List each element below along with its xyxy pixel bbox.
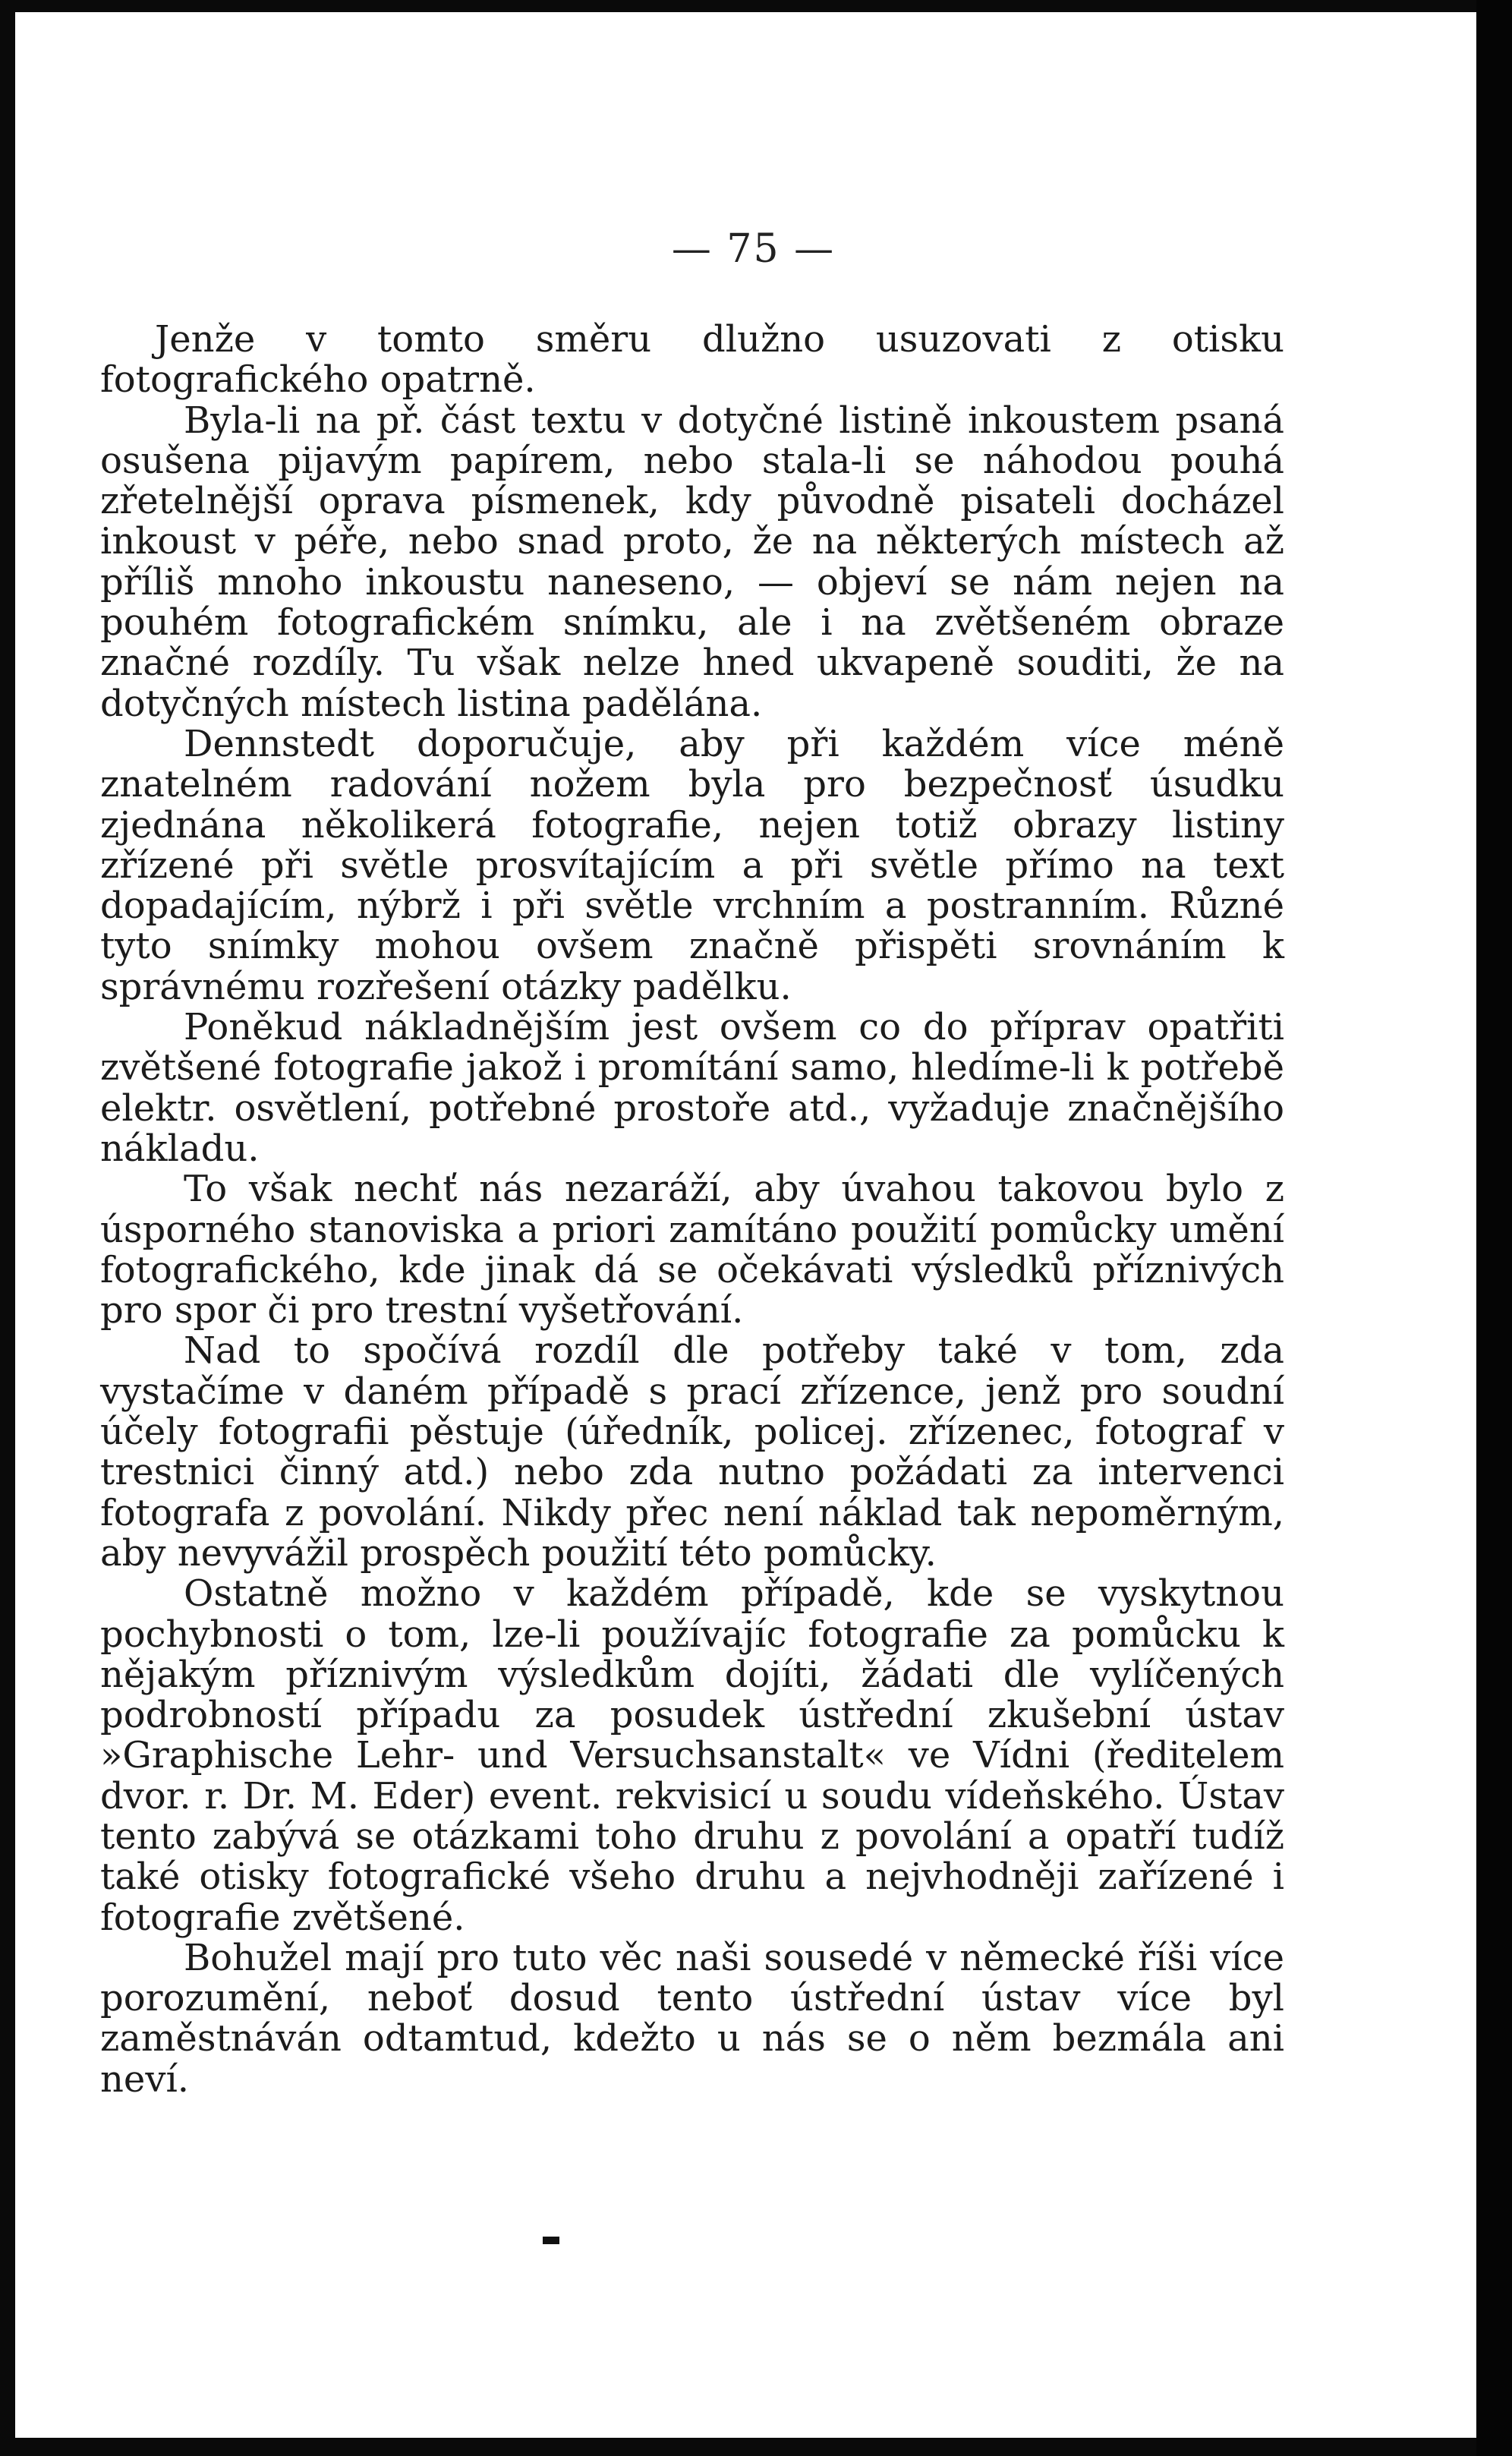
- paragraph-7: Ostatně možno v každém případě, kde se vyskytnou pochybnosti o tom, lze-li používajíc fotografie za pomůcku k nějakým příznivým výsledkům dojíti, žádati dle vylíčených podrobností případu za posudek ústřední zkušební ústav »Graphische Lehr- und Versuchsanstalt« ve Vídni (ředitelem dvor. r. Dr. M. Eder) event. rekvisicí u soudu vídeňského. Ústav tento zabývá se otázkami toho druhu z povolání a opatří tudíž také otisky fotografické všeho druhu a nejvhodněji zařízené i fotografie zvětšené.: [100, 1572, 1284, 1939]
- body-text: [100, 320, 1284, 2100]
- paragraph-1: Jenže v tomto směru dlužno usuzovati z otisku fotografického opatrně.: [100, 318, 1284, 402]
- paragraph-4: Poněkud nákladnějším jest ovšem co do příprav opatřiti zvětšené fotografie jakož i promítání samo, hledíme-li k potřebě elektr. osvětlení, potřebné prostoře atd., vyžaduje značnějšího nákladu.: [100, 1006, 1284, 1170]
- paragraph-6: Nad to spočívá rozdíl dle potřeby také v tom, zda vystačíme v daném případě s prací zřízence, jenž pro soudní účely fotografii pěstuje (úředník, policej. zřízenec, fotograf v trestnici činný atd.) nebo zda nutno požádati za intervenci fotografa z povolání. Nikdy přec není náklad tak nepoměrným, aby nevyvážil prospěch použití této pomůcky.: [100, 1329, 1284, 1575]
- paragraph-8: Bohužel mají pro tuto věc naši sousedé v německé říši více porozumění, neboť dosud tento ústřední ústav více byl zaměstnáván odtamtud, kdežto u nás se o něm bezmála ani neví.: [100, 1936, 1284, 2101]
- page-number: — 75 —: [671, 226, 836, 272]
- scan-edge: [1476, 0, 1512, 2456]
- page-end-mark: [543, 2237, 559, 2244]
- scanned-page: [15, 12, 1492, 2438]
- paragraph-3: Dennstedt doporučuje, aby při každém více méně znatelném radování nožem byla pro bezpečnosť úsudku zjednána několikerá fotografie, nejen totiž obrazy listiny zřízené při světle prosvítajícím a při světle přímo na text dopadajícím, nýbrž i při světle vrchním a postranním. Různé tyto snímky mohou ovšem značně přispěti srovnáním k správnému rozřešení otázky padělku.: [100, 722, 1284, 1008]
- paragraph-2: Byla-li na př. část textu v dotyčné listině inkoustem psaná osušena pijavým papírem, nebo stala-li se náhodou pouhá zřetelnější oprava písmenek, kdy původně pisateli docházel inkoust v péře, nebo snad proto, že na některých místech až příliš mnoho inkoustu naneseno, — objeví se nám nejen na pouhém fotografickém snímku, ale i na zvětšeném obraze značné rozdíly. Tu však nelze hned ukvapeně souditi, že na dotyčných místech listina padělána.: [100, 399, 1284, 725]
- paragraph-5: To však nechť nás nezaráží, aby úvahou takovou bylo z úsporného stanoviska a priori zamítáno použití pomůcky umění fotografického, kde jinak dá se očekávati výsledků příznivých pro spor či pro trestní vyšetřování.: [100, 1168, 1284, 1332]
